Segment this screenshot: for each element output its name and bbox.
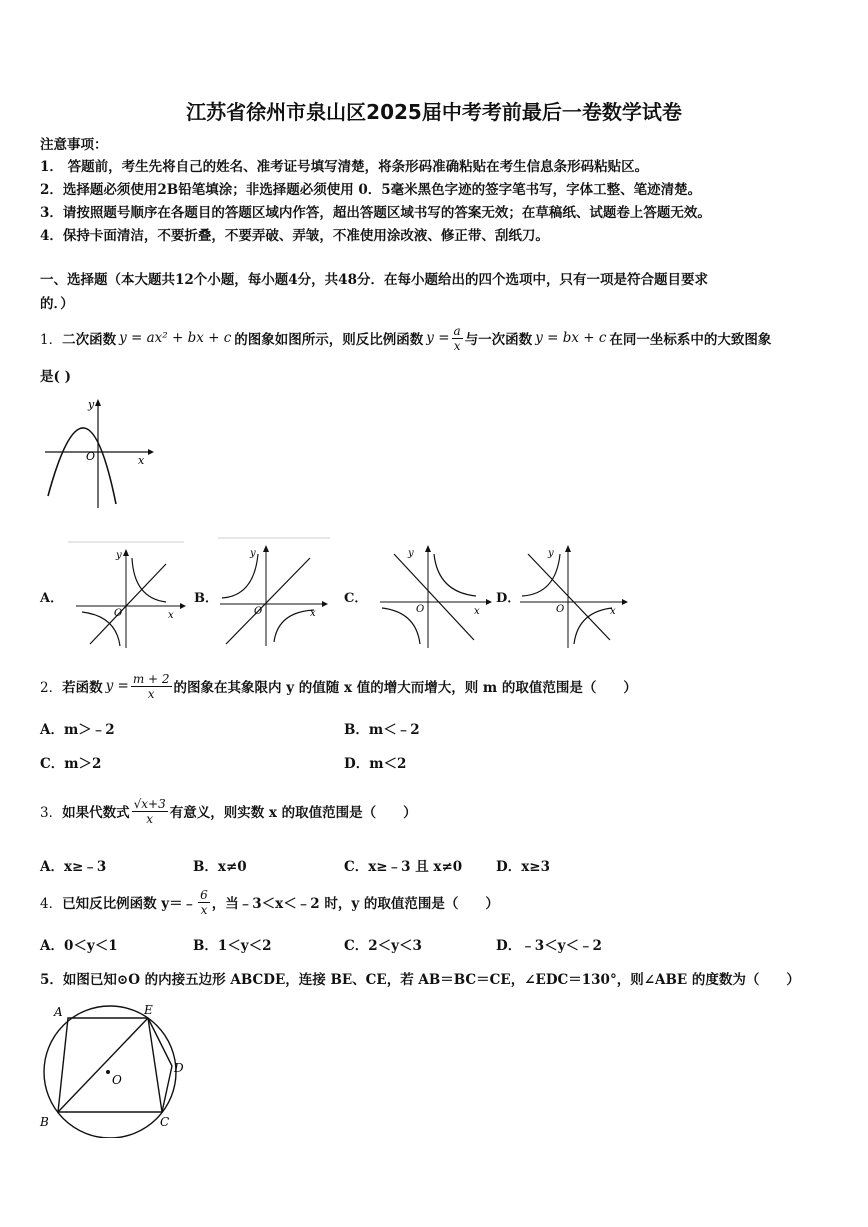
question-number: 4． [40,896,63,912]
axis-label-x: x [474,606,480,617]
option-d: D．x≥3 [496,859,550,875]
axis-label-y: y [548,548,554,559]
option-c: C．x≥﹣3 且 x≠0 [344,859,463,875]
axis-label-x: x [310,608,316,619]
origin-label: O [416,604,425,615]
vertex-label-d: D [174,1061,184,1075]
option-b: B．m＜﹣2 [344,722,420,738]
question-text: 若函数 [62,680,103,696]
question-number: 5． [40,972,63,988]
notice-item: 4．保持卡面清洁，不要折叠，不要弄破、弄皱，不准使用涂改液、修正带、刮纸刀。 [40,228,549,244]
notice-heading: 注意事项： [40,137,108,153]
section-heading-cont: 的．） [40,296,74,312]
formula-linear: y = bx + c [535,330,607,346]
fraction [131,672,172,701]
question-3 [40,790,417,832]
fraction [132,797,168,826]
option-a: A．x≥﹣3 [40,859,107,875]
fraction [452,324,463,353]
center-label-o: O [112,1073,122,1087]
question-text: 的图象如图所示，则反比例函数 [234,332,424,348]
option-d: D．﹣3＜y＜﹣2 [496,938,602,954]
axis-label-y: y [408,548,414,559]
vertex-label-c: C [160,1115,170,1129]
fraction-numerator: m + 2 [132,671,170,686]
formula-quadratic: y = ax² + bx + c [119,330,232,346]
question-number: 1． [40,332,63,348]
option-b: B．1＜y＜2 [193,938,272,954]
option-a: A．m＞﹣2 [40,722,115,738]
question-text: ，当﹣3＜x＜﹣2 时，y 的取值范围是（ ） [211,896,499,912]
axis-label-x: x [138,454,145,467]
formula-left: y = [426,330,450,346]
fraction-numerator: a [453,323,461,338]
question-4 [40,882,499,922]
question-number: 2． [40,680,63,696]
notice-item: 3．请按照题号顺序在各题目的答题区域内作答，超出答题区域书写的答案无效；在草稿纸、试题卷上答题无效。 [40,205,711,221]
question-text-cont: 是( ) [40,369,71,385]
vertex-label-a: A [54,1005,63,1019]
option-a-graph [68,540,188,650]
option-c-graph [376,540,496,650]
origin-label: O [86,450,96,463]
question-text: 的图象在其象限内 y 的值随 x 值的增大而增大，则 m 的取值范围是（ ） [173,680,637,696]
fraction [198,888,210,917]
option-b-label: B． [194,591,218,606]
vertex-label-e: E [144,1003,153,1017]
axis-label-x: x [168,610,174,621]
option-d-label: D． [496,591,521,606]
question-text: 在同一坐标系中的大致图象 [609,332,772,348]
section-heading: 一、选择题（本大题共12个小题，每小题4分，共48分．在每小题给出的四个选项中，只有一项是符合题目要求 [40,272,708,288]
option-b: B．x≠0 [193,859,247,875]
question-text: 与一次函数 [464,332,533,348]
axis-label-y: y [116,550,122,561]
vertex-label-b: B [40,1115,49,1129]
option-c-label: C． [344,591,368,606]
option-c: C．m＞2 [40,756,102,772]
option-a-label: A． [40,591,64,606]
axis-label-y: y [250,548,256,559]
option-b-graph [214,536,334,648]
fraction-denominator: x [147,686,155,701]
fraction-numerator: √x+3 [133,796,166,811]
fraction-numerator: 6 [200,887,208,902]
axis-label-y: y [88,398,95,411]
question-text: 有意义，则实数 x 的取值范围是（ ） [169,805,417,821]
option-d-graph [516,540,636,650]
question-text: 已知反比例函数 y＝﹣ [62,896,197,912]
parabola-graph [40,396,160,511]
question-text: 如图已知⊙O 的内接五边形 ABCDE，连接 BE、CE，若 AB＝BC＝CE，∠EDC＝130°，则∠ABE 的度数为（ ） [62,972,800,988]
fraction-denominator: x [146,811,154,826]
question-5 [40,968,800,988]
fraction-denominator: x [453,338,461,353]
question-number: 3． [40,805,63,821]
page-title: 江苏省徐州市泉山区2025届中考考前最后一卷数学试卷 [186,100,682,124]
notice-item: 1． 答题前，考生先将自己的姓名、准考证号填写清楚，将条形码准确粘贴在考生信息条形码粘贴区。 [40,159,649,175]
origin-label: O [114,608,123,619]
circle-pentagon-figure [36,998,196,1138]
notice-item: 2．选择题必须使用2B铅笔填涂；非选择题必须使用 0．5毫米黑色字迹的签字笔书写，字体工整、笔迹清楚。 [40,182,702,198]
formula-left: y = [105,678,129,694]
option-d: D．m＜2 [344,756,407,772]
question-1 [40,318,771,358]
question-text: 如果代数式 [62,805,130,821]
question-2 [40,666,637,706]
option-c: C．2＜y＜3 [344,938,422,954]
axis-label-x: x [610,606,616,617]
question-text: 二次函数 [62,332,117,348]
fraction-denominator: x [200,902,208,917]
origin-label: O [556,604,565,615]
option-a: A．0＜y＜1 [40,938,118,954]
origin-label: O [254,606,263,617]
